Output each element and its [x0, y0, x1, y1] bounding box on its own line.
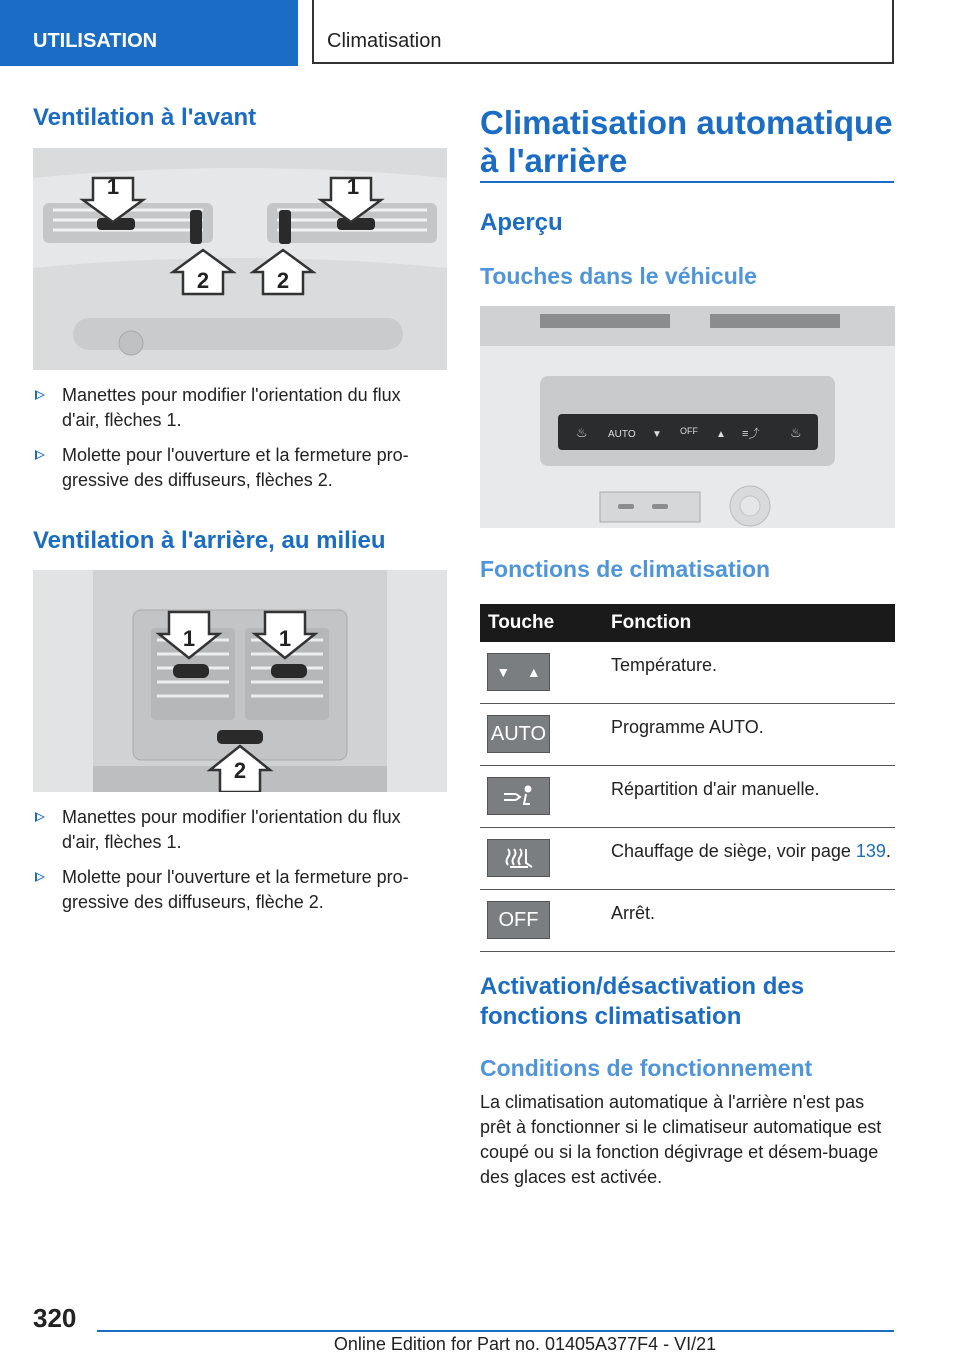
- arrow-label-2: 2: [196, 268, 210, 293]
- buttons-heading: Touches dans le véhicule: [480, 263, 757, 289]
- seat-heating-icon: [487, 839, 550, 877]
- front-ventilation-list: [33, 383, 443, 503]
- svg-text:▲: ▲: [716, 429, 726, 440]
- page-number: 320: [33, 1303, 77, 1333]
- arrow-label-1: 1: [278, 626, 292, 651]
- function-cell: Répartition d'air manuelle.: [611, 766, 895, 828]
- arrow-label-2: 2: [233, 758, 247, 783]
- list-item: Molette pour l'ouverture et la fermeture pro-gressive des diffuseurs, flèche 2.: [33, 865, 443, 915]
- table-header-row: [480, 604, 895, 642]
- function-cell: Chauffage de siège, voir page 139.: [611, 828, 895, 890]
- arrow-label-1: 1: [182, 626, 196, 651]
- arrow-label-1: 1: [346, 174, 360, 199]
- page-link[interactable]: 139: [855, 841, 886, 861]
- rear-middle-ventilation-heading: Ventilation à l'arrière, au milieu: [33, 527, 386, 554]
- function-cell: Arrêt.: [611, 890, 895, 952]
- conditions-heading: Conditions de fonctionnement: [480, 1055, 813, 1081]
- footer-divider: [97, 1330, 894, 1332]
- table-row: [480, 704, 895, 766]
- arrow-label-2: 2: [276, 268, 290, 293]
- page-title: Climatisation automatique à l'arrière: [480, 104, 893, 179]
- panel-auto-label: AUTO: [608, 429, 636, 440]
- svg-text:♨: ♨: [790, 425, 802, 440]
- svg-text:≡⤴: ≡⤴: [742, 428, 760, 440]
- functions-heading: Fonctions de climatisation: [480, 556, 771, 582]
- off-key-icon: OFF: [487, 901, 550, 939]
- bullet-triangle-icon: [35, 812, 45, 822]
- rear-control-panel-image: [480, 306, 895, 528]
- section-tab: [0, 0, 298, 66]
- rear-middle-ventilation-list: [33, 805, 443, 925]
- bullet-triangle-icon: [35, 872, 45, 882]
- front-vents-image: [33, 148, 447, 370]
- arrow-label-1: 1: [106, 174, 120, 199]
- section-label: UTILISATION: [33, 30, 158, 52]
- chapter-box: [312, 0, 894, 64]
- svg-text:♨: ♨: [576, 425, 588, 440]
- footer-edition: Online Edition for Part no. 01405A377F4 - VI/21: [333, 1334, 717, 1354]
- auto-key-icon: AUTO: [487, 715, 550, 753]
- conditions-text: La climatisation automatique à l'arrière n'est pas prêt à fonctionner si le climatiseur automatique est coupé ou si la fonction dégivrage et désem-buage des glaces est activée.: [480, 1092, 882, 1187]
- svg-text:▼: ▼: [652, 429, 662, 440]
- table-row: [480, 766, 895, 828]
- function-cell: Température.: [611, 642, 895, 704]
- bullet-triangle-icon: [35, 450, 45, 460]
- rear-vents-image: [33, 570, 447, 792]
- table-row: [480, 890, 895, 952]
- list-item: Manettes pour modifier l'orientation du flux d'air, flèches 1.: [33, 805, 443, 855]
- table-row: [480, 642, 895, 704]
- front-vents-illustration: [33, 148, 447, 370]
- front-ventilation-heading: Ventilation à l'avant: [33, 104, 257, 131]
- list-item: Manettes pour modifier l'orientation du flux d'air, flèches 1.: [33, 383, 443, 433]
- table-row: [480, 828, 895, 890]
- temperature-arrows-icon: ▼ ▲: [487, 653, 550, 691]
- column-header-function: Fonction: [611, 604, 895, 642]
- air-distribution-icon: [487, 777, 550, 815]
- panel-off-label: OFF: [680, 426, 698, 436]
- control-panel-illustration: [480, 306, 895, 528]
- overview-heading: Aperçu: [480, 209, 563, 236]
- functions-table: [480, 604, 895, 952]
- title-divider: [480, 181, 894, 183]
- chapter-label: Climatisation: [327, 30, 442, 52]
- function-cell: Programme AUTO.: [611, 704, 895, 766]
- list-item: Molette pour l'ouverture et la fermeture pro-gressive des diffuseurs, flèches 2.: [33, 443, 443, 493]
- rear-vents-illustration: [33, 570, 447, 792]
- column-header-key: Touche: [480, 604, 611, 642]
- activation-heading: Activation/désactivation des fonctions climatisation: [480, 973, 805, 1030]
- bullet-triangle-icon: [35, 390, 45, 400]
